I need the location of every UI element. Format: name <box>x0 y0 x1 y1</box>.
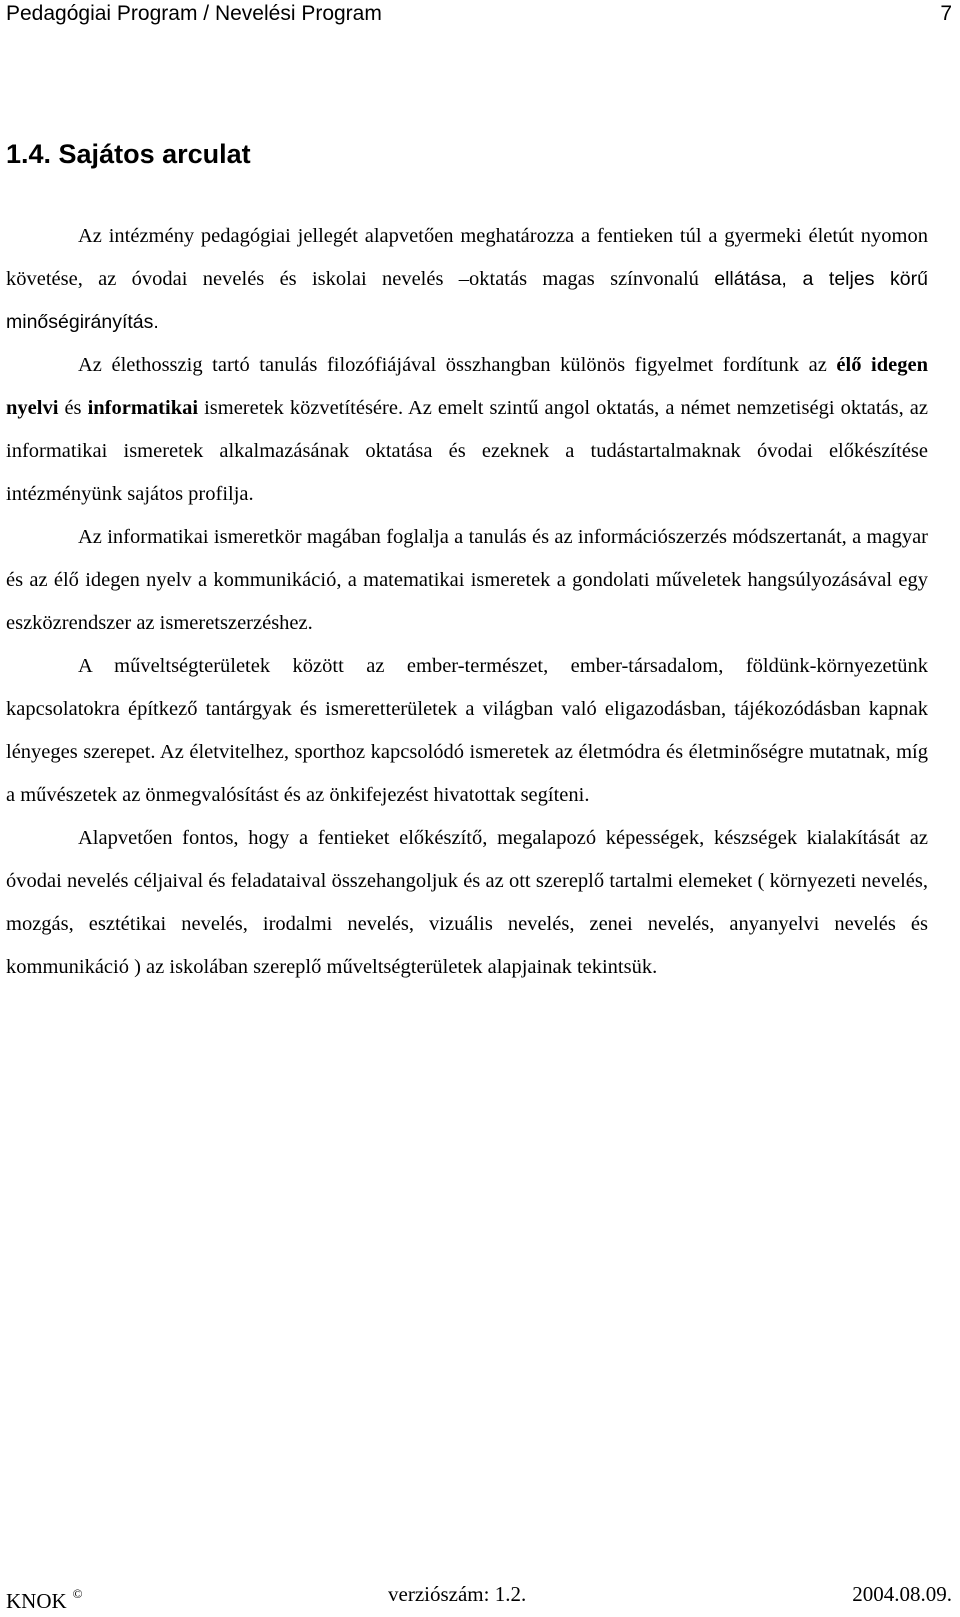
paragraph-1-tail: ellátása, a teljes körű minőségirányítás. <box>6 268 928 333</box>
bold-term-foreign-language: élő idegen nyelvi <box>6 354 928 419</box>
paragraph-2 <box>6 344 928 516</box>
footer-org-name: KNOK <box>6 1589 67 1613</box>
document-body <box>6 215 928 989</box>
footer-org <box>6 1578 83 1617</box>
page-footer <box>6 1578 952 1613</box>
header-page-number: 7 <box>940 2 952 25</box>
section-title: 1.4. Sajátos arculat <box>6 139 251 169</box>
bold-term-informatics: informatikai <box>87 397 199 419</box>
paragraph-3: Az informatikai ismeretkör magában foglalja a tanulás és az információszerzés módszertanát, a magyar és az élő idegen nyelv a kommunikáció, a matematikai ismeretek a gondolati műveletek hangsúlyozásával egy eszközrendszer az ismeretszerzéshez. <box>6 526 928 634</box>
paragraph-2-rest: ismeretek közvetítésére. Az emelt szintű angol oktatás, a német nemzetiségi oktatás, az informatikai ismeretek alkalmazásának oktatása és ezeknek a tudástartalmaknak óvodai előkészítése intézményünk sajátos profilja. <box>6 397 928 505</box>
paragraph-1 <box>6 215 928 344</box>
paragraph-1-text: Az intézmény pedagógiai jellegét alapvetően meghatározza a fentieken túl a gyermeki életút nyomon követése, az óvodai nevelés és iskolai nevelés –oktatás magas színvonalú <box>6 225 928 290</box>
paragraph-2-intro: Az élethosszig tartó tanulás filozófiájával összhangban különös figyelmet fordítunk az <box>78 354 837 376</box>
copyright-icon: © <box>72 1586 83 1601</box>
paragraph-4: A műveltségterületek között az ember-természet, ember-társadalom, földünk-környezetünk kapcsolatokra építkező tantárgyak és ismeretterületek a világban való eligazodásban, tájékozódásban kapnak lényeges szerepet. Az életvitelhez, sporthoz kapcsolódó ismeretek az életmódra és életminőségre mutatnak, míg a művészetek az önmegvalósítást és az önkifejezést hivatottak segíteni. <box>6 655 928 806</box>
footer-date: 2004.08.09. <box>852 1582 952 1606</box>
header-title: Pedagógiai Program / Nevelési Program <box>6 2 382 25</box>
page-header <box>6 0 952 30</box>
paragraph-5: Alapvetően fontos, hogy a fentieket előkészítő, megalapozó képességek, készségek kialakítását az óvodai nevelés céljaival és feladataival összehangoljuk és az ott szereplő tartalmi elemeket ( környezeti nevelés, mozgás, esztétikai nevelés, irodalmi nevelés, vizuális nevelés, zenei nevelés, anyanyelvi nevelés és kommunikáció ) az iskolában szereplő műveltségterületek alapjainak tekintsük. <box>6 827 928 978</box>
paragraph-2-mid: és <box>58 397 88 419</box>
footer-version: verziószám: 1.2. <box>388 1582 527 1606</box>
